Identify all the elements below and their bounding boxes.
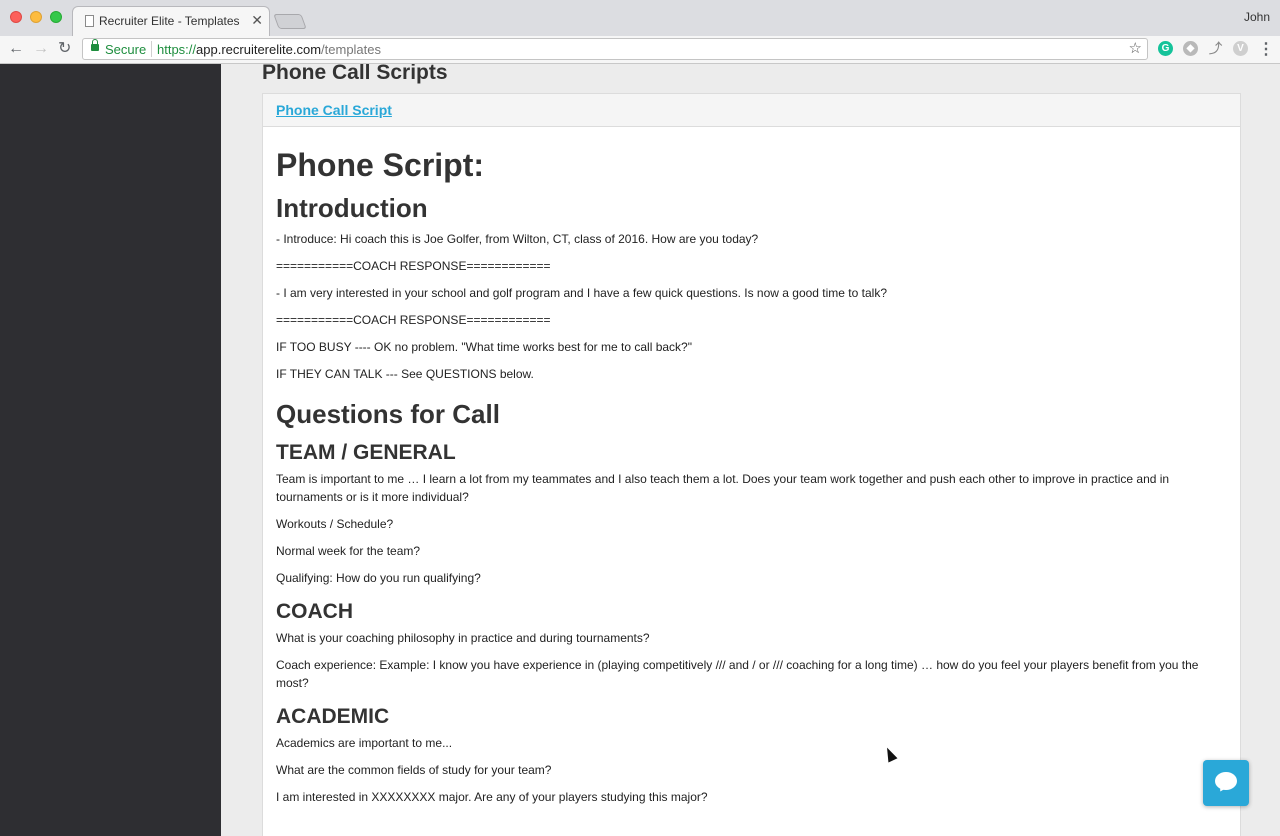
questions-heading: Questions for Call	[276, 399, 500, 429]
url-path: /templates	[321, 42, 382, 57]
arrow-extension-icon[interactable]: ⤴	[1208, 41, 1222, 56]
team-heading: TEAM / GENERAL	[276, 441, 456, 464]
coach-line: Coach experience: Example: I know you have experience in (playing competitively /// and / or /// coaching for a long time) … how do you feel your players benefit from you the most?	[276, 658, 1199, 690]
intro-line: ===========COACH RESPONSE============	[276, 259, 551, 273]
window-close-button[interactable]	[10, 11, 22, 23]
window-minimize-button[interactable]	[30, 11, 42, 23]
team-line: Normal week for the team?	[276, 544, 421, 558]
academic-line: I am interested in XXXXXXXX major. Are any of your players studying this major?	[276, 790, 708, 804]
intro-line: IF TOO BUSY ---- OK no problem. "What time works best for me to call back?"	[276, 340, 692, 354]
intro-line: IF THEY CAN TALK --- See QUESTIONS below.	[276, 367, 534, 381]
tab-title: Recruiter Elite - Templates	[99, 14, 240, 28]
coach-heading: COACH	[276, 600, 353, 623]
coach-line: What is your coaching philosophy in practice and during tournaments?	[276, 631, 650, 645]
url-text[interactable]	[157, 42, 381, 57]
academic-line: Academics are important to me...	[276, 736, 453, 750]
url-protocol: https://	[157, 42, 197, 57]
team-line: Qualifying: How do you run qualifying?	[276, 571, 481, 585]
window-zoom-button[interactable]	[50, 11, 62, 23]
phone-call-script-link[interactable]: Phone Call Script	[276, 102, 392, 118]
browser-tab[interactable]	[72, 6, 270, 36]
dropbox-extension-icon[interactable]: ◆	[1183, 41, 1198, 56]
script-title: Phone Script:	[276, 147, 485, 183]
team-line: Workouts / Schedule?	[276, 517, 394, 531]
app-sidebar	[0, 64, 221, 836]
back-arrow-icon[interactable]: ←	[8, 40, 24, 57]
chat-bubble-icon	[1215, 772, 1237, 790]
introduction-heading: Introduction	[276, 193, 428, 223]
v-extension-icon[interactable]: V	[1233, 41, 1248, 56]
panel-header	[263, 94, 1240, 127]
page-icon	[85, 15, 94, 27]
tab-close-icon[interactable]: ✕	[251, 12, 263, 28]
grammarly-extension-icon[interactable]: G	[1158, 41, 1173, 56]
forward-arrow-icon[interactable]: →	[33, 40, 49, 57]
intro-line: - I am very interested in your school and golf program and I have a few quick questions. Is now a good time to talk?	[276, 286, 887, 300]
chat-widget-button[interactable]	[1203, 760, 1249, 806]
reload-icon[interactable]: ↻	[58, 40, 72, 57]
bookmark-star-icon[interactable]: ☆	[1128, 40, 1142, 57]
script-body	[276, 144, 1228, 815]
address-divider	[151, 41, 152, 57]
main-content	[221, 64, 1280, 836]
section-title: Phone Call Scripts	[262, 64, 448, 84]
address-bar[interactable]	[82, 38, 1148, 60]
intro-line: - Introduce: Hi coach this is Joe Golfer, from Wilton, CT, class of 2016. How are you today?	[276, 232, 759, 246]
browser-titlebar	[0, 0, 1280, 36]
template-panel	[262, 93, 1241, 836]
lock-icon	[91, 44, 99, 51]
academic-heading: ACADEMIC	[276, 705, 390, 728]
new-tab-button[interactable]	[273, 14, 306, 29]
secure-label: Secure	[105, 42, 147, 57]
academic-line: What are the common fields of study for your team?	[276, 763, 552, 777]
browser-menu-icon[interactable]: ⋮	[1258, 41, 1274, 58]
intro-line: ===========COACH RESPONSE============	[276, 313, 551, 327]
profile-name[interactable]: John	[1243, 10, 1270, 24]
url-host: app.recruiterelite.com	[196, 42, 322, 57]
team-line: Team is important to me … I learn a lot from my teammates and I also teach them a lot. Does your team work together and push each other to improve in practice and in tournaments or is it more individual?	[276, 472, 1170, 504]
browser-toolbar	[0, 36, 1280, 64]
